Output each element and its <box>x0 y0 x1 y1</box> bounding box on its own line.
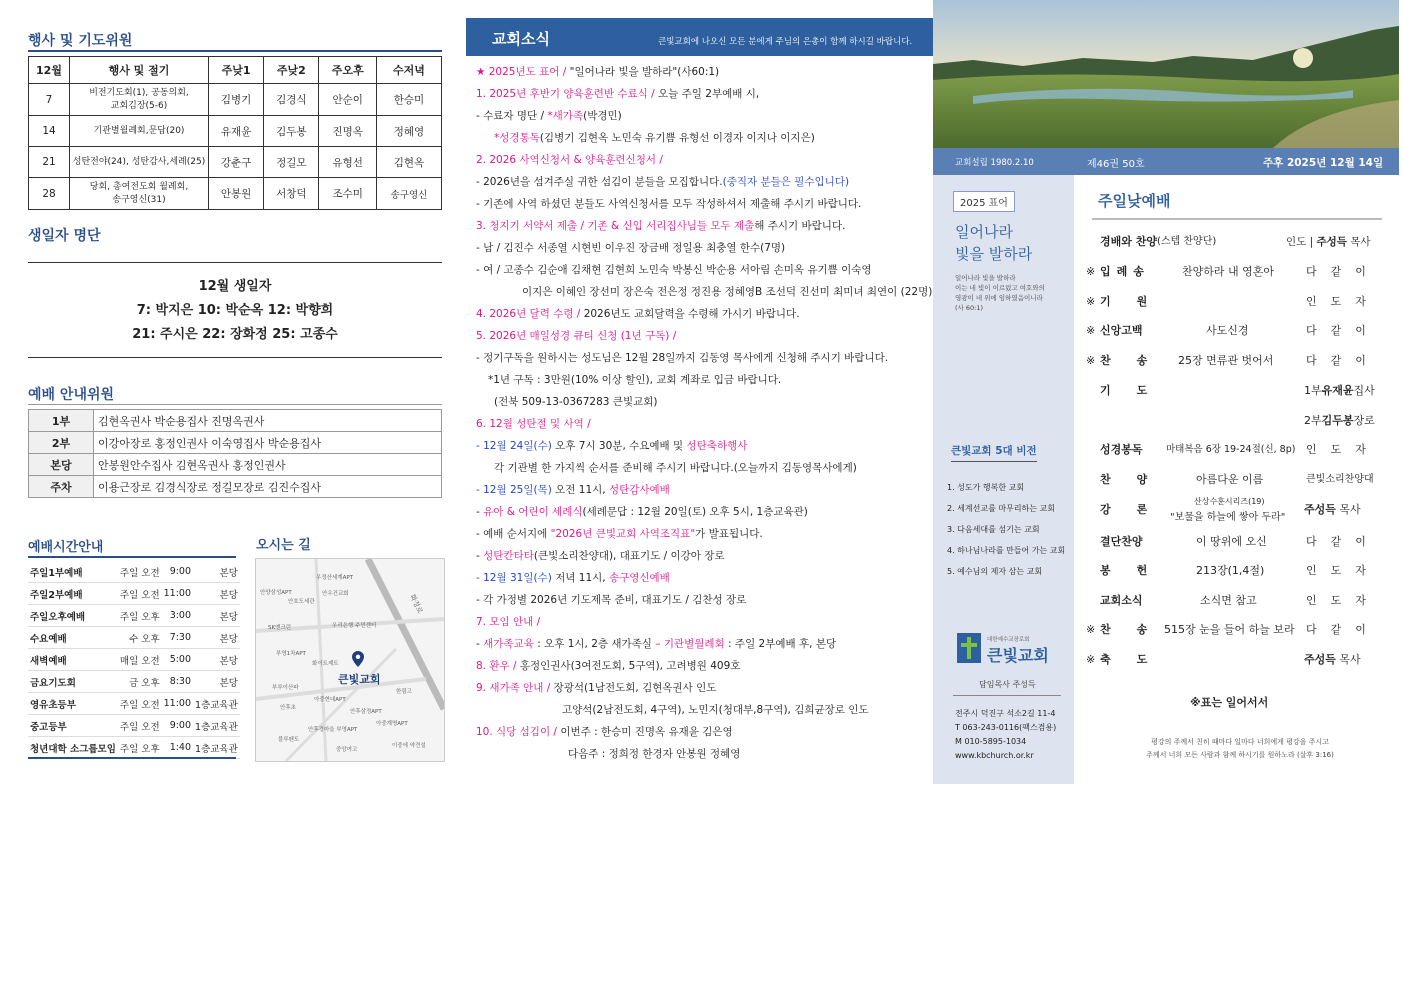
map-label: 우리은행 주민센터 <box>332 623 377 629</box>
table-row <box>29 410 442 432</box>
location-pin-icon <box>352 651 364 667</box>
map-label: 중앙여고 <box>336 747 358 753</box>
order-content: 213장(1,4절) <box>1196 564 1265 577</box>
cell: 유재윤 <box>209 116 264 147</box>
birthday-line: 21: 주시은 22: 장화정 25: 고종수 <box>132 327 338 342</box>
cell: 한승미 <box>376 84 441 116</box>
table-row <box>29 178 442 210</box>
title-rule <box>28 556 236 558</box>
cell: 1층교육관 <box>193 715 240 737</box>
map-label: 이중에 약견설 <box>392 743 426 749</box>
divider <box>953 695 1061 696</box>
event-text: 비전기도회(1), 공동의회, <box>89 87 189 98</box>
order-row <box>1086 495 1382 525</box>
map-title: 오시는 길 <box>256 538 311 553</box>
cell: 본당 <box>193 649 240 671</box>
news-line: 5. 2026년 매일성경 큐티 신청 (1년 구독) / <box>476 330 677 342</box>
order-content: 25장 면류관 벗어서 <box>1178 354 1274 367</box>
order-row <box>1086 287 1382 317</box>
events-title: 행사 및 기도위원 <box>28 33 133 49</box>
cell: 강춘구 <box>209 147 264 178</box>
news-line: - 각 가정별 2026년 기도제목 준비, 대표기도 / 김찬성 장로 <box>476 594 747 606</box>
news-line: 9. 새가족 안내 / 장광석(1남전도회, 김현옥권사 인도 <box>476 682 717 694</box>
cell: 매일 오전 <box>118 649 162 671</box>
order-row <box>1086 435 1382 465</box>
cell: 본당 <box>193 561 240 583</box>
church-name: 큰빛교회 <box>987 646 1049 665</box>
verse-line: (사 60:1) <box>955 304 984 312</box>
verse-line: 이는 네 빛이 이르렀고 여호와의 <box>955 284 1045 292</box>
order-row <box>1086 615 1382 645</box>
order-leader: 주성득 목사 <box>1304 653 1361 666</box>
table-row <box>28 671 240 693</box>
order-leader: 인도자 <box>1306 443 1380 456</box>
order-leader: 2부김두봉장로 <box>1304 414 1375 427</box>
news-line: - 2026년을 섬겨주실 귀한 섬김이 분들을 모집합니다.(중직자 분들은 필수입니다) <box>476 176 850 188</box>
cell: 주일 오전 <box>118 693 162 715</box>
benediction <box>1098 736 1382 762</box>
times-table <box>28 561 240 759</box>
birthday-line: 7: 박지은 10: 박순옥 12: 박향희 <box>136 303 334 318</box>
issue-bar <box>933 148 1399 175</box>
order-content: 사도신경 <box>1206 324 1249 337</box>
motto-line: 일어나라 <box>955 223 1013 241</box>
table-row <box>28 605 240 627</box>
verse-line: 일어나라 빛을 발하라 <box>955 274 1016 282</box>
news-line: 8. 환우 / 홍정인권사(3여전도회, 5구역), 고려병원 409호 <box>476 660 741 672</box>
vision-item: 5. 예수님의 제자 삼는 교회 <box>947 567 1043 576</box>
news-line: - 예배 순서지에 "2026년 큰빛교회 사역조직표"가 발표됩니다. <box>476 528 763 540</box>
order-content: 소식면 참고 <box>1200 594 1257 607</box>
map-label: 안후삼정APT <box>350 709 382 715</box>
news-line: - 남 / 김진수 서종열 시현빈 이우진 장금배 정일용 최충열 한수(7명) <box>476 242 786 254</box>
cell: 김병기 <box>209 84 264 116</box>
times-title: 예배시간안내 <box>28 540 104 555</box>
vision-item: 3. 다음세대를 섬기는 교회 <box>947 525 1040 534</box>
events-header: 수저녁 <box>376 57 441 84</box>
order-row <box>1086 346 1382 376</box>
order-leader: 다같이 <box>1306 354 1380 367</box>
news-line: *1년 구독 : 3만원(10% 이상 할인), 교회 계좌로 입금 바랍니다. <box>488 374 782 386</box>
star-mark: ※ <box>1086 354 1096 367</box>
cell: 청년대학 소그룹모임 <box>28 737 118 759</box>
order-row <box>1086 376 1382 406</box>
pastor-name: 담임목사 주성득 <box>979 680 1036 689</box>
vision-item: 2. 세계선교를 마무리하는 교회 <box>947 504 1055 513</box>
church-logo-icon <box>957 633 981 663</box>
cell: 이용근장로 김경식장로 정길모장로 김진수집사 <box>94 476 442 498</box>
star-mark: ※ <box>1086 623 1096 636</box>
order-content: 515장 눈을 들어 하늘 보라 <box>1164 623 1295 636</box>
cell: 정혜영 <box>376 116 441 147</box>
usher-table <box>28 409 442 498</box>
cell: 안순이 <box>319 84 377 116</box>
order-title: 주일낮예배 <box>1098 192 1171 210</box>
birthday-box <box>28 262 442 358</box>
news-line: 2. 2026 사역신청서 & 양육훈련신청서 / <box>476 154 663 166</box>
order-content: 찬양하라 내 영혼아 <box>1182 265 1275 278</box>
events-header: 주오후 <box>319 57 377 84</box>
order-content: 산상수훈시리즈(19) <box>1194 497 1265 506</box>
cell: 김현옥권사 박순용집사 진명옥권사 <box>94 410 442 432</box>
order-item: 찬양 <box>1100 473 1174 486</box>
table-row <box>28 715 240 737</box>
table-row <box>29 84 442 116</box>
order-leader: 큰빛소리찬양대 <box>1306 474 1374 485</box>
map-label: 부루이산파 <box>272 685 299 691</box>
table-row <box>28 693 240 715</box>
phone: T 063-243-0116(팩스겸용) <box>955 723 1057 732</box>
cell: 김경식 <box>264 84 319 116</box>
order-item: 축도 <box>1100 653 1174 666</box>
order-item: 결단찬양 <box>1100 535 1143 548</box>
map-label: 안후경마을 부영APT <box>308 727 358 733</box>
events-header-row <box>29 57 442 84</box>
news-line: 10. 식당 섬김이 / 이번주 : 한승미 진명옥 유재윤 김은영 <box>476 726 733 738</box>
cell: 14 <box>29 116 70 147</box>
cell: 본당 <box>29 454 94 476</box>
events-header: 주낮1 <box>209 57 264 84</box>
cell: 영유초등부 <box>28 693 118 715</box>
cell: 3:00 <box>162 605 193 627</box>
cell <box>70 178 209 210</box>
cell: 기관별월례회,문답(20) <box>70 116 209 147</box>
cell: 수요예배 <box>28 627 118 649</box>
cell: 11:00 <box>162 693 193 715</box>
cell: 새벽예배 <box>28 649 118 671</box>
order-row <box>1086 586 1382 616</box>
map-label: SK엔크린 <box>268 625 292 631</box>
table-row <box>29 476 442 498</box>
cell: 1층교육관 <box>193 693 240 715</box>
news-line: (전북 509-13-0367283 큰빛교회) <box>494 396 658 408</box>
cell: 주일 오후 <box>118 737 162 759</box>
cell: 주일오후예배 <box>28 605 118 627</box>
order-leader: 다같이 <box>1306 265 1380 278</box>
order-item: 교회소식 <box>1100 594 1143 607</box>
cell: 주일1부예배 <box>28 561 118 583</box>
map-label: 안우건교회 <box>322 591 349 597</box>
star-mark: ※ <box>1086 295 1096 308</box>
order-item: 찬송 <box>1100 354 1174 367</box>
order-item: 봉헌 <box>1100 564 1174 577</box>
order-row <box>1086 527 1382 557</box>
news-line: - 12월 25일(목) 오전 11시, 성탄감사예배 <box>476 484 670 496</box>
table-row <box>28 561 240 583</box>
cell: 정길모 <box>264 147 319 178</box>
order-item: 기원 <box>1100 295 1174 308</box>
standing-note: ※표는 일어서서 <box>1190 696 1269 709</box>
news-line: 이지은 이혜인 장선미 장은숙 전은정 정진용 정혜영B 조선덕 진선미 최미녀 최연이 (22명) <box>522 286 933 298</box>
church-denomination: 대한예수교장로회 <box>987 637 1030 643</box>
order-item: 성경봉독 <box>1100 443 1143 456</box>
order-item: 신앙고백 <box>1100 324 1143 337</box>
cell: 금 오후 <box>118 671 162 693</box>
cell: 주일 오전 <box>118 561 162 583</box>
cover-side-panel <box>933 175 1074 784</box>
cell: 28 <box>29 178 70 210</box>
order-item: 기도 <box>1100 384 1174 397</box>
order-content: "보물을 하늘에 쌓아 두라" <box>1170 512 1286 523</box>
cell: 5:00 <box>162 649 193 671</box>
order-row <box>1086 556 1382 586</box>
map-label: 화이트제트 <box>312 661 339 667</box>
cell: 1:40 <box>162 737 193 759</box>
order-leader: 인도자 <box>1306 594 1380 607</box>
order-leader: 1부유재윤집사 <box>1304 384 1375 397</box>
table-row <box>28 737 240 759</box>
birthday-title: 생일자 명단 <box>28 228 101 244</box>
landscape-photo <box>933 0 1399 148</box>
order-leader: 주성득 목사 <box>1304 503 1361 516</box>
cell <box>70 84 209 116</box>
benediction-line: 주께서 너희 모든 사람과 함께 하시기를 원하노라 (살후 3:16) <box>1146 751 1334 759</box>
title-rule <box>28 50 442 52</box>
cell: 9:00 <box>162 715 193 737</box>
news-line: 1. 2025년 후반기 양육훈련반 수료식 / 오늘 주일 2부예배 시, <box>476 88 760 100</box>
birthday-heading: 12월 생일자 <box>198 279 272 294</box>
map-label: 안양삼성APT <box>260 590 292 596</box>
cell: 유형선 <box>319 147 377 178</box>
order-row <box>1086 645 1382 675</box>
table-row <box>28 649 240 671</box>
news-line: - 유아 & 어린이 세례식(세례문답 : 12월 20일(토) 오후 5시, 1층교육관) <box>476 506 808 518</box>
cell: 성탄전야(24), 성탄감사,세례(25) <box>70 147 209 178</box>
news-line: - 수료자 명단 / *새가족(박경민) <box>476 110 622 122</box>
cell: 주일 오전 <box>118 583 162 605</box>
cell: 송구영신 <box>376 178 441 210</box>
order-item: 찬송 <box>1100 623 1174 636</box>
landscape-image <box>933 0 1399 148</box>
cell: 안봉원 <box>209 178 264 210</box>
map-label: 우정산세계APT <box>316 575 354 581</box>
news-line: - 새가족교육 : 오후 1시, 2층 새가족실 – 기관별월례회 : 주일 2부예배 후, 본당 <box>476 638 837 650</box>
vision-list <box>947 477 1065 582</box>
verse-line: 영광이 네 위에 임하였음이니라 <box>955 294 1043 302</box>
title-rule <box>28 404 442 405</box>
order-content: 이 땅위에 오신 <box>1196 535 1267 548</box>
cell: 11:00 <box>162 583 193 605</box>
order-item: 경배와 찬양 (스텝 찬양단) <box>1100 235 1217 248</box>
map-label: 안후초 <box>280 705 296 711</box>
cell: 이강아장로 홍정인권사 이숙영집사 박순용집사 <box>94 432 442 454</box>
table-row <box>28 583 240 605</box>
ushers-title: 예배 안내위원 <box>28 387 115 403</box>
cell: 9:00 <box>162 561 193 583</box>
table-row <box>29 432 442 454</box>
order-row <box>1086 227 1382 257</box>
issue-date: 주후 2025년 12월 14일 <box>1263 157 1384 169</box>
cell: 김현옥 <box>376 147 441 178</box>
cell: 주일 오전 <box>118 715 162 737</box>
news-line: - 기존에 사역 하셨던 분들도 사역신청서를 모두 작성하셔서 제출해 주시기 바랍니다. <box>476 198 862 210</box>
map-label: 부영1차APT <box>276 651 306 657</box>
founded-date: 교회설립 1980.2.10 <box>955 158 1034 168</box>
mobile: M 010-5895-1034 <box>955 737 1027 746</box>
news-line: - 12월 31일(수) 저녁 11시, 송구영신예배 <box>476 572 670 584</box>
cell: 1부 <box>29 410 94 432</box>
event-text: 교회김장(5-6) <box>110 100 168 111</box>
news-line: 각 기관별 한 가지씩 순서를 준비해 주시기 바랍니다.(오늘까지 김동영목사에게) <box>494 462 857 474</box>
website-link[interactable]: www.kbchurch.or.kr <box>955 751 1034 760</box>
cell: 중고등부 <box>28 715 118 737</box>
news-line: - 성탄칸타타(큰빛소리찬양대), 대표기도 / 이강아 장로 <box>476 550 725 562</box>
map-label: 블루펜도 <box>278 737 300 743</box>
cell: 주일 오후 <box>118 605 162 627</box>
address: 전주시 덕진구 석소2길 11-4 <box>955 709 1056 718</box>
news-line: ★ 2025년도 표어 / "일어나라 빛을 발하라"(사60:1) <box>476 66 720 78</box>
cell: 주일2부예배 <box>28 583 118 605</box>
order-content: 마태복음 6장 19-24절(신, 8p) <box>1166 444 1296 455</box>
news-line: - 정기구독을 원하시는 성도님은 12월 28일까지 김동영 목사에게 신청해 주시기 바랍니다. <box>476 352 889 364</box>
cell: 본당 <box>193 671 240 693</box>
vision-item: 1. 성도가 행복한 교회 <box>947 483 1025 492</box>
bottom-rule <box>28 757 236 759</box>
order-row <box>1086 257 1382 287</box>
cell: 본당 <box>193 583 240 605</box>
news-line: 6. 12월 성탄절 및 사역 / <box>476 418 591 430</box>
table-row <box>29 454 442 476</box>
cell: 김두봉 <box>264 116 319 147</box>
news-line: 4. 2026년 달력 수령 / 2026년도 교회달력을 수령해 가시기 바랍니다. <box>476 308 800 320</box>
volume: 제46권 50호 <box>1087 159 1145 170</box>
map-label: 아중현대APT <box>314 697 346 703</box>
order-leader: 다같이 <box>1306 623 1380 636</box>
order-content: 아름다운 이름 <box>1196 473 1264 486</box>
news-line: 7. 모임 안내 / <box>476 616 541 628</box>
star-mark: ※ <box>1086 324 1096 337</box>
map-church-label: 큰빛교회 <box>338 673 381 686</box>
order-item: 강론 <box>1100 503 1174 516</box>
order-row <box>1086 316 1382 346</box>
vision-title: 큰빛교회 5대 비전 <box>951 443 1037 462</box>
news-greeting: 큰빛교회에 나오신 모든 분에게 주님의 은총이 함께 하시길 바랍니다. <box>658 37 913 47</box>
cell: 7:30 <box>162 627 193 649</box>
cell: 금요기도회 <box>28 671 118 693</box>
table-row <box>28 627 240 649</box>
news-line: 고양석(2남전도회, 4구역), 노민지(청대부,8구역), 김희균장로 인도 <box>562 704 869 716</box>
events-table <box>28 56 442 210</box>
news-line: 3. 청지기 서약서 제출 / 기존 & 신입 서리집사님들 모두 제출해 주시기 바랍니다. <box>476 220 846 232</box>
star-mark: ※ <box>1086 653 1096 666</box>
event-text: 당회, 총여전도회 월례회, <box>89 181 189 192</box>
map-label: 한림고 <box>396 689 412 695</box>
cell: 8:30 <box>162 671 193 693</box>
benediction-line: 평강의 주께서 친히 때마다 일마다 너희에게 평강을 주시고 <box>1151 738 1329 746</box>
contact-block <box>955 707 1056 763</box>
cell: 조수미 <box>319 178 377 210</box>
cell: 본당 <box>193 627 240 649</box>
cell: 주차 <box>29 476 94 498</box>
map-label: 아중계명APT <box>376 721 408 727</box>
table-row <box>29 116 442 147</box>
vision-item: 4. 하나님나라를 만들어 가는 교회 <box>947 546 1066 555</box>
cell: 본당 <box>193 605 240 627</box>
map-road-label: 화정로 <box>408 593 425 615</box>
cell: 2부 <box>29 432 94 454</box>
motto-label: 2025 표어 <box>953 191 1015 212</box>
motto-verse <box>955 273 1045 313</box>
cell: 진명옥 <box>319 116 377 147</box>
title-rule <box>1092 218 1382 220</box>
map[interactable] <box>255 558 445 762</box>
motto-line: 빛을 발하라 <box>955 245 1033 263</box>
order-leader: 인도자 <box>1306 295 1380 308</box>
events-header: 주낮2 <box>264 57 319 84</box>
news-header <box>466 18 933 56</box>
table-row <box>29 147 442 178</box>
cell: 안봉원안수집사 김현옥권사 홍정인권사 <box>94 454 442 476</box>
cell: 21 <box>29 147 70 178</box>
order-leader: 다같이 <box>1306 324 1380 337</box>
cell: 서창덕 <box>264 178 319 210</box>
order-leader: 인도 | 주성득 목사 <box>1286 236 1371 248</box>
news-line: *성경통독(김병기 김현옥 노민숙 유기쁨 유형선 이경자 이지나 이지은) <box>494 132 815 144</box>
news-line: - 여 / 고종수 김순애 김채현 김현희 노민숙 박봉신 박순용 서아림 손미옥 유기쁨 이숙영 <box>476 264 872 276</box>
star-mark: ※ <box>1086 265 1096 278</box>
order-leader: 인도자 <box>1306 564 1380 577</box>
order-row <box>1086 406 1382 436</box>
news-line: 다음주 : 정희정 한경자 안봉원 정혜영 <box>568 748 741 760</box>
events-header: 행사 및 절기 <box>70 57 209 84</box>
cell: 7 <box>29 84 70 116</box>
map-label: 안호도세관 <box>288 599 315 605</box>
news-line: - 12월 24일(수) 오후 7시 30분, 수요예배 및 성탄축하행사 <box>476 440 748 452</box>
cell: 수 오후 <box>118 627 162 649</box>
events-header: 12월 <box>29 57 70 84</box>
event-text: 송구영신(31) <box>112 194 166 205</box>
cell: 1층교육관 <box>193 737 240 759</box>
order-item: 입례송 <box>1100 265 1150 278</box>
order-leader: 다같이 <box>1306 535 1380 548</box>
news-title: 교회소식 <box>492 30 550 48</box>
